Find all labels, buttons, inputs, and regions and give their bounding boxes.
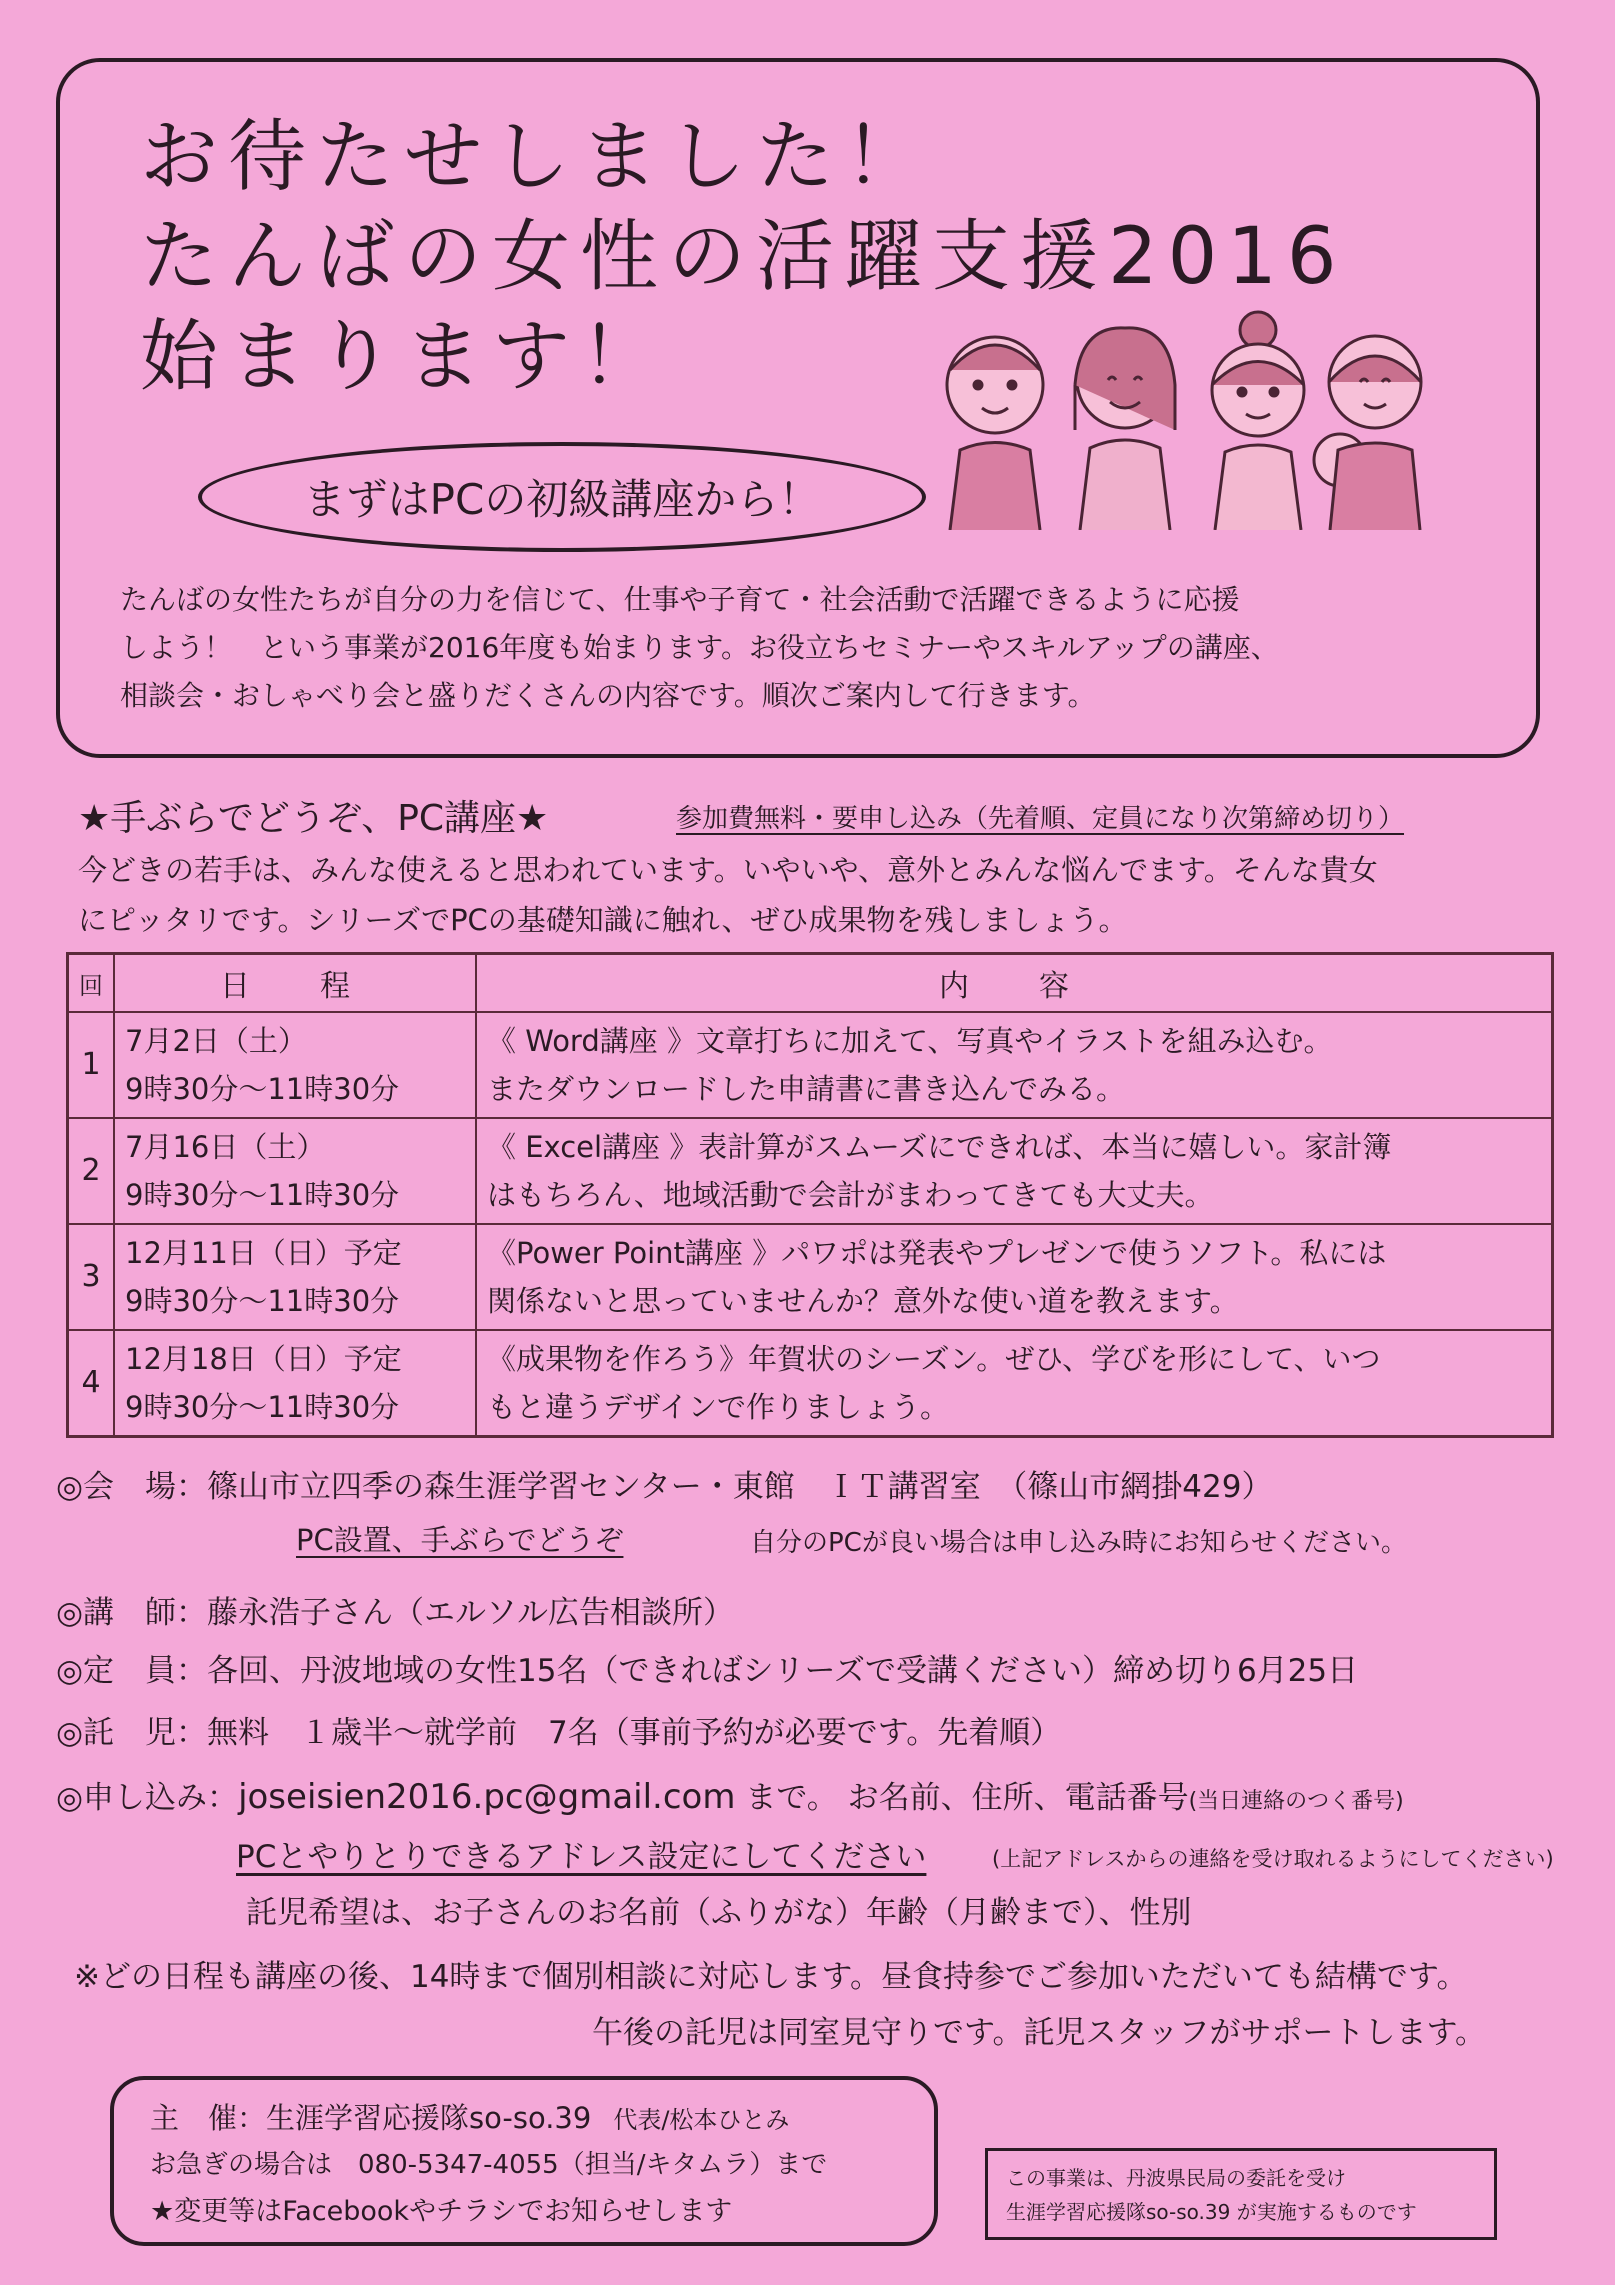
commission-box <box>985 2148 1497 2240</box>
commission-line-1: この事業は、丹波県民局の委託を受け <box>1006 2166 1346 2190</box>
consultation-note: ※どの日程も講座の後、14時まで個別相談に対応します。昼食持参でご参加いただいても結構です。 <box>74 1959 1468 1995</box>
lead-line-2: にピッタリです。シリーズでPCの基礎知識に触れ、ぜひ成果物を残しましょう。 <box>78 903 1128 937</box>
application-label: ◎申し込み： <box>56 1780 239 1816</box>
representative: 代表/松本ひとみ <box>613 2106 790 2134</box>
address-setting-subnote: (上記アドレスからの連絡を受け取れるようにしてください) <box>992 1847 1554 1871</box>
header-content: 内 容 <box>476 954 1553 1013</box>
application-info <box>56 1777 1404 1817</box>
session-content-cell <box>476 1224 1553 1330</box>
session-time: 9時30分～11時30分 <box>125 1178 400 1212</box>
session-content-line: 《 Word講座 》文章打ちに加えて、写真やイラストを組み込む。 <box>487 1024 1333 1058</box>
session-date: 12月11日（日）予定 <box>125 1236 402 1270</box>
organizer-line <box>150 2101 790 2135</box>
venue-bring-nothing-note: PC設置、手ぶらでどうぞ <box>296 1523 624 1557</box>
lead-line-1: 今どきの若手は、みんな使えると思われています。いやいや、意外とみんな悩んでます。そんな貴女 <box>78 853 1378 887</box>
intro-line-3: 相談会・おしゃべり会と盛りだくさんの内容です。順次ご案内して行きます。 <box>120 679 1096 712</box>
session-date: 12月18日（日）予定 <box>125 1342 402 1376</box>
session-content-line: 《Power Point講座 》パワポは発表やプレゼンで使うソフト。私には <box>487 1236 1387 1270</box>
schedule-header-row <box>68 954 1553 1013</box>
session-time: 9時30分～11時30分 <box>125 1072 400 1106</box>
session-date-cell <box>114 1224 476 1330</box>
venue-own-pc-note: 自分のPCが良い場合は申し込み時にお知らせください。 <box>750 1528 1408 1558</box>
four-women-illustration <box>920 290 1440 530</box>
session-date: 7月2日（土） <box>125 1024 307 1058</box>
application-email[interactable]: joseisien2016.pc@gmail.com <box>238 1777 736 1817</box>
session-content-cell <box>476 1330 1553 1437</box>
afternoon-childcare-note: 午後の託児は同室見守りです。託児スタッフがサポートします。 <box>592 2015 1487 2051</box>
session-date-cell <box>114 1118 476 1224</box>
table-row <box>68 1012 1553 1118</box>
changes-line: ★変更等はFacebookやチラシでお知らせします <box>150 2196 733 2227</box>
session-number: 2 <box>68 1118 115 1224</box>
headline-line-2: たんばの女性の活躍支援2016 <box>140 212 1347 302</box>
session-time: 9時30分～11時30分 <box>125 1390 400 1424</box>
session-content-line: もと違うデザインで作りましょう。 <box>487 1390 949 1424</box>
table-row <box>68 1224 1553 1330</box>
intro-oval-label: まずはPCの初級講座から！ <box>198 442 926 552</box>
session-number: 3 <box>68 1224 115 1330</box>
session-date-cell <box>114 1330 476 1437</box>
venue-info: ◎会 場：篠山市立四季の森生涯学習センター・東館 ＩＴ講習室 （篠山市網掛429） <box>56 1469 1273 1505</box>
session-date-cell <box>114 1012 476 1118</box>
session-content-cell <box>476 1012 1553 1118</box>
headline-line-1: お待たせしました！ <box>140 112 933 202</box>
session-content-line: 《 Excel講座 》表計算がスムーズにできれば、本当に嬉しい。家計簿 <box>487 1130 1392 1164</box>
table-row <box>68 1118 1553 1224</box>
organizer-name: 主 催：生涯学習応援隊so-so.39 <box>150 2101 592 2135</box>
session-number: 1 <box>68 1012 115 1118</box>
childcare-request-note: 託児希望は、お子さんのお名前（ふりがな）年齢（月齢まで）、性別 <box>246 1895 1192 1931</box>
table-row <box>68 1330 1553 1437</box>
fee-note: 参加費無料・要申し込み（先着順、定員になり次第締め切り） <box>676 804 1405 834</box>
session-date: 7月16日（土） <box>125 1130 326 1164</box>
session-content-line: 《成果物を作ろう》年賀状のシーズン。ぜひ、学びを形にして、いつ <box>487 1342 1381 1376</box>
contact-line: お急ぎの場合は 080-5347-4055（担当/キタムラ）まで <box>150 2150 828 2180</box>
header-no: 回 <box>68 954 115 1013</box>
schedule-table <box>66 952 1554 1438</box>
lecturer-info: ◎講 師：藤永浩子さん（エルソル広告相談所） <box>56 1595 735 1631</box>
session-number: 4 <box>68 1330 115 1437</box>
header-date: 日 程 <box>114 954 476 1013</box>
childcare-info: ◎託 児：無料 １歳半～就学前 7名（事前予約が必要です。先着順） <box>56 1715 1062 1751</box>
pc-course-title: ★手ぶらでどうぞ、PC講座★ <box>78 798 549 839</box>
application-text: まで。 お名前、住所、電話番号 <box>735 1780 1189 1816</box>
application-phone-note: (当日連絡のつく番号) <box>1188 1789 1404 1814</box>
commission-line-2: 生涯学習応援隊so-so.39 が実施するものです <box>1006 2200 1417 2224</box>
address-setting-note: PCとやりとりできるアドレス設定にしてください <box>236 1839 927 1875</box>
session-content-line: またダウンロードした申請書に書き込んでみる。 <box>487 1072 1126 1106</box>
intro-line-2: しよう！ という事業が2016年度も始まります。お役立ちセミナーやスキルアップの講座、 <box>120 631 1279 664</box>
capacity-info: ◎定 員：各回、丹波地域の女性15名（できればシリーズで受講ください）締め切り6月25日 <box>56 1653 1359 1689</box>
session-content-line: 関係ないと思っていませんか？意外な使い道を教えます。 <box>487 1284 1239 1318</box>
session-content-line: はもちろん、地域活動で会計がまわってきても大丈夫。 <box>487 1178 1214 1212</box>
session-content-cell <box>476 1118 1553 1224</box>
intro-line-1: たんばの女性たちが自分の力を信じて、仕事や子育て・社会活動で活躍できるように応援 <box>120 583 1240 616</box>
headline-line-3: 始まります！ <box>140 312 669 402</box>
session-time: 9時30分～11時30分 <box>125 1284 400 1318</box>
